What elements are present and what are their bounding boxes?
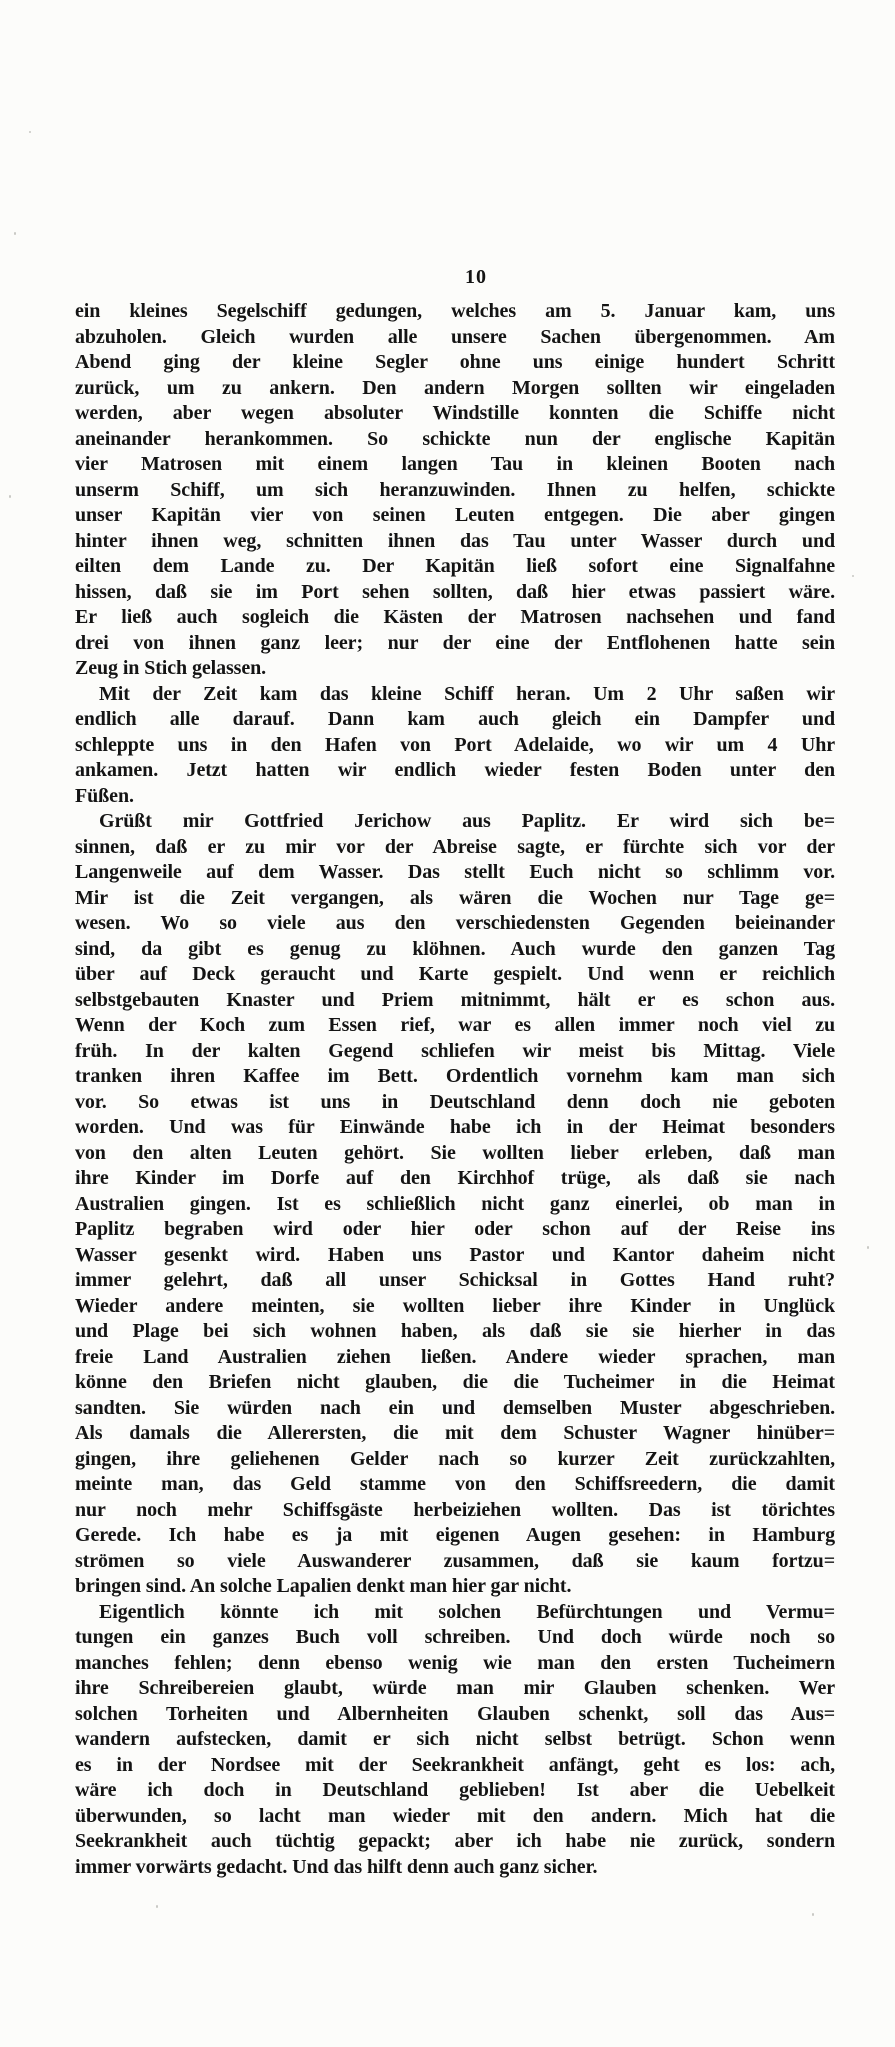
scan-speck xyxy=(9,495,11,498)
text-line: sind, da gibt es genug zu klöhnen. Auch wurde den ganzen Tag xyxy=(75,937,835,960)
text-line: Eigentlich könnte ich mit solchen Befürchtungen und Vermu= xyxy=(99,1600,835,1623)
text-line: schleppte uns in den Hafen von Port Adelaide, wo wir um 4 Uhr xyxy=(75,733,835,756)
text-line: endlich alle darauf. Dann kam auch gleich ein Dampfer und xyxy=(75,708,835,730)
text-line: immer gelehrt, daß all unser Schicksal in Gottes Hand ruht? xyxy=(75,1269,835,1291)
scan-speck xyxy=(867,1246,869,1249)
text-line: ein kleines Segelschiff gedungen, welches am 5. Januar kam, uns xyxy=(75,300,835,322)
page-number: 10 xyxy=(465,266,487,288)
text-line: wäre ich doch in Deutschland geblieben! Ist aber die Uebelkeit xyxy=(75,1779,835,1801)
scan-speck xyxy=(812,1913,814,1916)
paragraph xyxy=(75,1600,835,1881)
text-line: Langenweile auf dem Wasser. Das stellt Euch nicht so schlimm vor. xyxy=(75,861,835,883)
paragraph xyxy=(75,809,835,1600)
text-line: Australien gingen. Ist es schließlich nicht ganz einerlei, ob man in xyxy=(75,1192,835,1215)
text-line: drei von ihnen ganz leer; nur der eine der Entflohenen hatte sein xyxy=(75,631,835,654)
text-line: hissen, daß sie im Port sehen sollten, daß hier etwas passiert wäre. xyxy=(75,580,835,603)
text-line: hinter ihnen weg, schnitten ihnen das Tau unter Wasser durch und xyxy=(75,529,835,552)
text-line: ankamen. Jetzt hatten wir endlich wieder festen Boden unter den xyxy=(75,759,835,781)
text-line: ihre Kinder im Dorfe auf den Kirchhof trüge, als daß sie nach xyxy=(75,1167,835,1189)
text-line: strömen so viele Auswanderer zusammen, daß sie kaum fortzu= xyxy=(75,1549,835,1572)
text-line: von den alten Leuten gehört. Sie wollten lieber erleben, daß man xyxy=(75,1141,835,1164)
text-line: tranken ihren Kaffee im Bett. Ordentlich vornehm kam man sich xyxy=(75,1065,835,1087)
paragraph xyxy=(75,299,835,682)
scan-speck xyxy=(14,232,16,235)
text-line: freie Land Australien ziehen ließen. Andere wieder sprachen, man xyxy=(75,1345,835,1368)
scan-speck xyxy=(852,575,854,577)
text-line: Wasser gesenkt wird. Haben uns Pastor und Kantor daheim nicht xyxy=(75,1243,835,1266)
text-line: Abend ging der kleine Segler ohne uns einige hundert Schritt xyxy=(75,351,835,373)
text-line: solchen Torheiten und Albernheiten Glauben schenkt, soll das Aus= xyxy=(75,1702,835,1725)
text-line: meinte man, das Geld stamme von den Schiffsreedern, die damit xyxy=(75,1473,835,1495)
text-line: Gerede. Ich habe es ja mit eigenen Augen gesehen: in Hamburg xyxy=(75,1524,835,1546)
text-line: Paplitz begraben wird oder hier oder schon auf der Reise ins xyxy=(75,1218,835,1240)
text-line: gingen, ihre geliehenen Gelder nach so kurzer Zeit zurückzahlten, xyxy=(75,1447,835,1470)
text-line: Füßen. xyxy=(75,784,134,807)
text-line: unser Kapitän vier von seinen Leuten entgegen. Die aber gingen xyxy=(75,504,835,526)
scan-speck xyxy=(156,1905,158,1908)
text-line: immer vorwärts gedacht. Und das hilft denn auch ganz sicher. xyxy=(75,1855,598,1878)
text-line: aneinander herankommen. So schickte nun der englische Kapitän xyxy=(75,427,835,450)
text-line: Grüßt mir Gottfried Jerichow aus Paplitz. Er wird sich be= xyxy=(99,810,835,832)
text-line: werden, aber wegen absoluter Windstille konnten die Schiffe nicht xyxy=(75,402,835,424)
text-line: Er ließ auch sogleich die Kästen der Matrosen nachsehen und fand xyxy=(75,606,835,628)
text-line: Seekrankheit auch tüchtig gepackt; aber ich habe nie zurück, sondern xyxy=(75,1830,835,1852)
text-line: abzuholen. Gleich wurden alle unsere Sachen übergenommen. Am xyxy=(75,325,835,348)
paragraph xyxy=(75,682,835,810)
text-line: bringen sind. An solche Lapalien denkt man hier gar nicht. xyxy=(75,1575,572,1597)
text-block xyxy=(75,299,835,1880)
text-line: und Plage bei sich wohnen haben, als daß sie sie hierher in das xyxy=(75,1320,835,1342)
text-line: könne den Briefen nicht glauben, die die Tucheimer in die Heimat xyxy=(75,1371,835,1393)
text-line: manches fehlen; denn ebenso wenig wie man den ersten Tucheimern xyxy=(75,1651,835,1674)
text-line: nur noch mehr Schiffsgäste herbeiziehen wollten. Das ist törichtes xyxy=(75,1498,835,1521)
text-line: sandten. Sie würden nach ein und demselben Muster abgeschrieben. xyxy=(75,1396,835,1419)
text-line: über auf Deck geraucht und Karte gespielt. Und wenn er reichlich xyxy=(75,963,835,985)
text-line: Wieder andere meinten, sie wollten lieber ihre Kinder in Unglück xyxy=(75,1294,835,1317)
text-line: eilten dem Lande zu. Der Kapitän ließ sofort eine Signalfahne xyxy=(75,555,835,577)
text-line: selbstgebauten Knaster und Priem mitnimmt, hält er es schon aus. xyxy=(75,988,835,1011)
text-line: Als damals die Allerersten, die mit dem Schuster Wagner hinüber= xyxy=(75,1422,835,1444)
text-line: unserm Schiff, um sich heranzuwinden. Ihnen zu helfen, schickte xyxy=(75,478,835,501)
text-line: früh. In der kalten Gegend schliefen wir meist bis Mittag. Viele xyxy=(75,1039,835,1062)
text-line: ihre Schreibereien glaubt, würde man mir Glauben schenken. Wer xyxy=(75,1677,835,1699)
text-line: tungen ein ganzes Buch voll schreiben. Und doch würde noch so xyxy=(75,1626,835,1648)
scan-speck xyxy=(29,131,31,133)
text-line: überwunden, so lacht man wieder mit den andern. Mich hat die xyxy=(75,1804,835,1827)
text-line: vor. So etwas ist uns in Deutschland denn doch nie geboten xyxy=(75,1090,835,1113)
text-line: vier Matrosen mit einem langen Tau in kleinen Booten nach xyxy=(75,453,835,475)
text-line: Mit der Zeit kam das kleine Schiff heran. Um 2 Uhr saßen wir xyxy=(99,682,835,705)
text-line: es in der Nordsee mit der Seekrankheit anfängt, geht es los: ach, xyxy=(75,1753,835,1776)
text-line: worden. Und was für Einwände habe ich in der Heimat besonders xyxy=(75,1116,835,1138)
text-line: sinnen, daß er zu mir vor der Abreise sagte, er fürchte sich vor der xyxy=(75,835,835,858)
text-line: wandern aufstecken, damit er sich nicht selbst betrügt. Schon wenn xyxy=(75,1728,835,1750)
text-line: Mir ist die Zeit vergangen, als wären die Wochen nur Tage ge= xyxy=(75,886,835,909)
text-line: Zeug in Stich gelassen. xyxy=(75,657,267,679)
text-line: wesen. Wo so viele aus den verschiedensten Gegenden beieinander xyxy=(75,912,835,934)
text-line: zurück, um zu ankern. Den andern Morgen sollten wir eingeladen xyxy=(75,376,835,399)
text-line: Wenn der Koch zum Essen rief, war es allen immer noch viel zu xyxy=(75,1014,835,1036)
